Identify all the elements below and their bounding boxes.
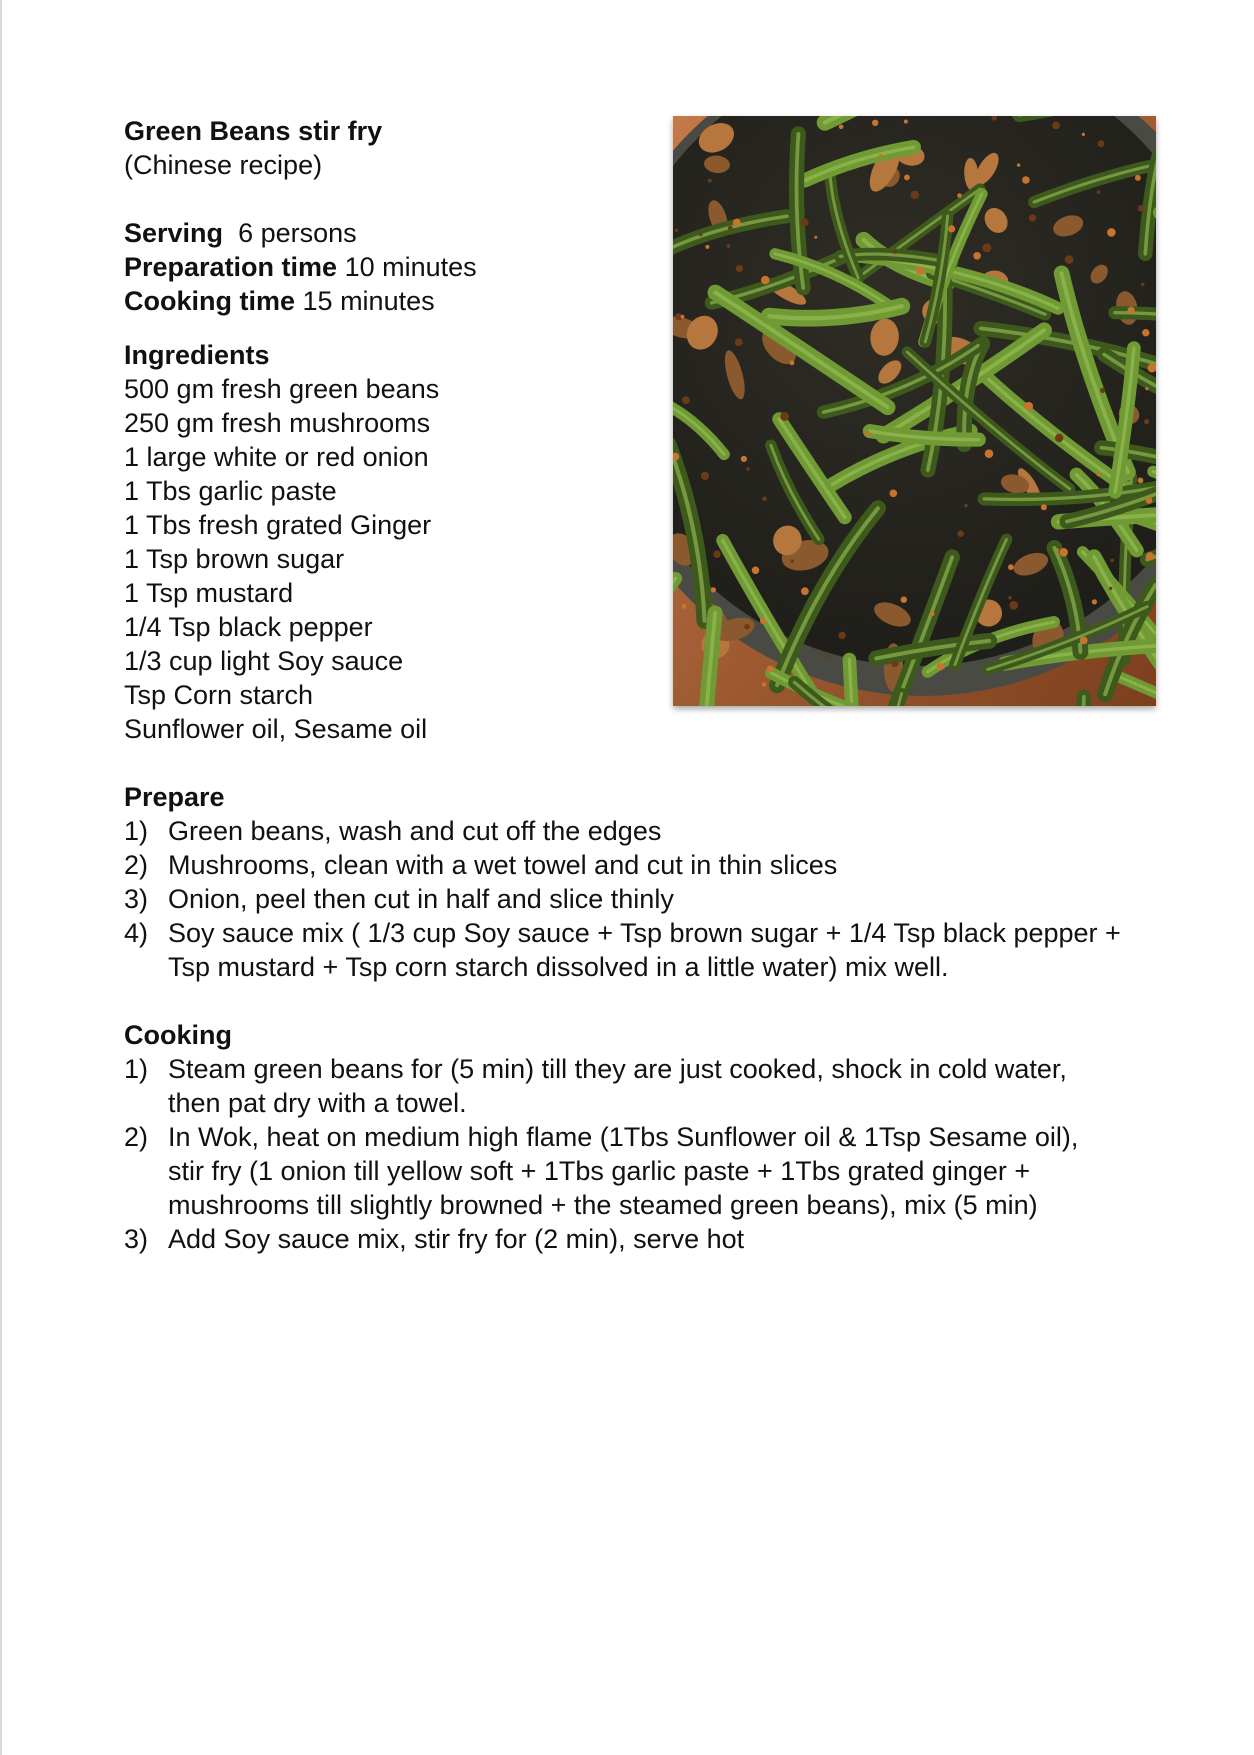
sauce-speck (790, 360, 795, 365)
sauce-speck (1128, 307, 1135, 314)
prepare-step (124, 882, 1164, 916)
sauce-speck (801, 218, 809, 226)
sauce-speck (1059, 548, 1068, 557)
sauce-speck (682, 396, 690, 404)
sauce-speck (1065, 255, 1074, 264)
sauce-speck (948, 225, 955, 232)
ingredient-item: 1 Tbs fresh grated Ginger (124, 510, 432, 540)
sauce-speck (911, 191, 919, 199)
step-text: mushrooms till slightly browned + the steamed green beans), mix (5 min) (168, 1190, 1038, 1220)
sauce-speck (982, 243, 991, 252)
sauce-speck (1138, 205, 1144, 211)
sauce-speck (727, 244, 731, 248)
sauce-speck (1008, 596, 1012, 600)
sauce-speck (1100, 388, 1105, 393)
ingredient-item: 1/4 Tsp black pepper (124, 612, 373, 642)
sauce-speck (901, 597, 907, 603)
sauce-speck (1141, 283, 1145, 287)
sauce-speck (890, 490, 898, 498)
sauce-speck (733, 219, 741, 227)
stir-fry-illustration (673, 116, 1156, 706)
sauce-speck (699, 233, 703, 237)
ingredient-item: 1 large white or red onion (124, 442, 429, 472)
prep-time-value: 10 minutes (344, 252, 477, 282)
sauce-speck (1082, 133, 1085, 136)
sauce-speck (1097, 473, 1101, 477)
sauce-speck (801, 587, 809, 595)
ingredient-item: 1/3 cup light Soy sauce (124, 646, 404, 676)
sauce-speck (767, 666, 774, 673)
sauce-speck (985, 449, 994, 458)
step-text: In Wok, heat on medium high flame (1Tbs Sunflower oil & 1Tsp Sesame oil), (168, 1122, 1079, 1152)
sauce-speck (1009, 601, 1018, 610)
sauce-speck (1092, 599, 1097, 604)
sauce-speck (957, 530, 964, 537)
step-text: Onion, peel then cut in half and slice thinly (168, 884, 674, 914)
sauce-speck (893, 250, 897, 254)
step-text: Green beans, wash and cut off the edges (168, 816, 662, 846)
ingredient-item: 1 Tsp mustard (124, 578, 294, 608)
step-number: 1) (124, 1054, 149, 1084)
prepare-heading: Prepare (124, 782, 225, 812)
recipe-title: Green Beans stir fry (124, 116, 383, 146)
ingredient-item: 1 Tsp brown sugar (124, 544, 345, 574)
sauce-speck (735, 338, 743, 346)
sauce-speck (681, 315, 685, 319)
step-text: Mushrooms, clean with a wet towel and cut in thin slices (168, 850, 838, 880)
sauce-speck (1024, 402, 1033, 411)
cooking-heading: Cooking (124, 1020, 232, 1050)
step-number: 1) (124, 816, 149, 846)
sauce-speck (682, 604, 687, 609)
sauce-speck (760, 618, 766, 624)
cooking-step (124, 1120, 1164, 1222)
cooking-step (124, 1052, 1164, 1120)
sauce-speck (1080, 637, 1088, 645)
sauce-speck (1109, 587, 1112, 590)
sauce-speck (762, 497, 767, 502)
cook-time-label: Cooking time (124, 286, 296, 316)
sauce-speck (1056, 548, 1059, 551)
prep-time-label: Preparation time (124, 252, 338, 282)
sauce-speck (728, 226, 733, 231)
sauce-speck (1146, 497, 1153, 504)
sauce-speck (1107, 228, 1116, 237)
sauce-speck (937, 663, 944, 670)
recipe-subtitle: (Chinese recipe) (124, 150, 323, 180)
sauce-speck (736, 265, 743, 272)
sauce-speck (964, 504, 968, 508)
sauce-speck (904, 120, 908, 124)
sauce-speck (957, 193, 962, 198)
ingredient-item: 1 Tbs garlic paste (124, 476, 337, 506)
sauce-speck (701, 472, 709, 480)
step-text: then pat dry with a towel. (168, 1088, 467, 1118)
ingredient-item: 250 gm fresh mushrooms (124, 408, 431, 438)
sauce-speck (744, 624, 750, 630)
sauce-speck (916, 267, 924, 275)
ingredient-item: Sunflower oil, Sesame oil (124, 714, 428, 744)
step-number: 4) (124, 918, 149, 948)
cooking-steps (124, 1052, 1164, 1256)
spacer (124, 984, 1164, 1018)
sauce-speck (892, 660, 899, 667)
sauce-speck (865, 431, 870, 436)
sauce-speck (1148, 364, 1157, 373)
sauce-speck (741, 456, 747, 462)
ingredients-heading: Ingredients (124, 340, 270, 370)
sauce-speck (1138, 478, 1144, 484)
sauce-speck (708, 179, 712, 183)
sauce-speck (814, 236, 817, 239)
sauce-speck (1022, 176, 1030, 184)
step-text: Soy sauce mix ( 1/3 cup Soy sauce + Tsp brown sugar + 1/4 Tsp black pepper + (168, 918, 1121, 948)
sauce-speck (839, 125, 844, 130)
sauce-speck (973, 252, 981, 260)
serving-value: 6 persons (238, 218, 357, 248)
step-text: Add Soy sauce mix, stir fry for (2 min), serve hot (168, 1224, 745, 1254)
prepare-step (124, 814, 1164, 848)
step-number: 2) (124, 1122, 149, 1152)
sauce-speck (1055, 434, 1063, 442)
step-text: Tsp mustard + Tsp corn starch dissolved in a little water) mix well. (168, 952, 949, 982)
sauce-speck (1144, 419, 1149, 424)
sauce-speck (1029, 214, 1036, 221)
sauce-speck (711, 587, 716, 592)
sauce-speck (838, 632, 845, 639)
prepare-step (124, 916, 1164, 984)
sauce-speck (1146, 552, 1154, 560)
sauce-speck (1052, 122, 1060, 130)
ingredient-item: 500 gm fresh green beans (124, 374, 440, 404)
sauce-speck (1098, 140, 1105, 147)
sauce-speck (746, 467, 750, 471)
sauce-speck (675, 229, 678, 232)
sauce-speck (1142, 329, 1149, 336)
sauce-speck (791, 559, 795, 563)
spacer (124, 746, 1164, 780)
sauce-speck (1017, 163, 1020, 166)
cooking-step (124, 1222, 1164, 1256)
sauce-speck (1135, 175, 1141, 181)
step-text: stir fry (1 onion till yellow soft + 1Tbs garlic paste + 1Tbs grated ginger + (168, 1156, 1031, 1186)
sauce-speck (1041, 504, 1047, 510)
step-number: 3) (124, 1224, 149, 1254)
step-number: 3) (124, 884, 149, 914)
serving-label: Serving (124, 218, 224, 248)
sauce-speck (904, 175, 910, 181)
recipe-photo (673, 116, 1156, 706)
sauce-speck (752, 567, 760, 575)
sauce-speck (879, 154, 883, 158)
prepare-steps (124, 814, 1164, 984)
step-text: Steam green beans for (5 min) till they are just cooked, shock in cold water, (168, 1054, 1067, 1084)
sauce-speck (762, 682, 766, 686)
ingredient-item: Tsp Corn starch (124, 680, 314, 710)
sauce-speck (1008, 564, 1014, 570)
sauce-speck (761, 276, 770, 285)
cook-time-value: 15 minutes (302, 286, 435, 316)
page-edge (0, 0, 2, 1755)
prepare-step (124, 848, 1164, 882)
sauce-speck (1110, 559, 1114, 563)
sauce-speck (705, 245, 709, 249)
sauce-speck (872, 120, 878, 126)
sauce-speck (1097, 190, 1101, 194)
sauce-speck (780, 412, 789, 421)
sauce-speck (825, 654, 829, 658)
sauce-speck (713, 551, 720, 558)
sauce-speck (930, 612, 935, 617)
step-number: 2) (124, 850, 149, 880)
sauce-speck (1145, 387, 1148, 390)
